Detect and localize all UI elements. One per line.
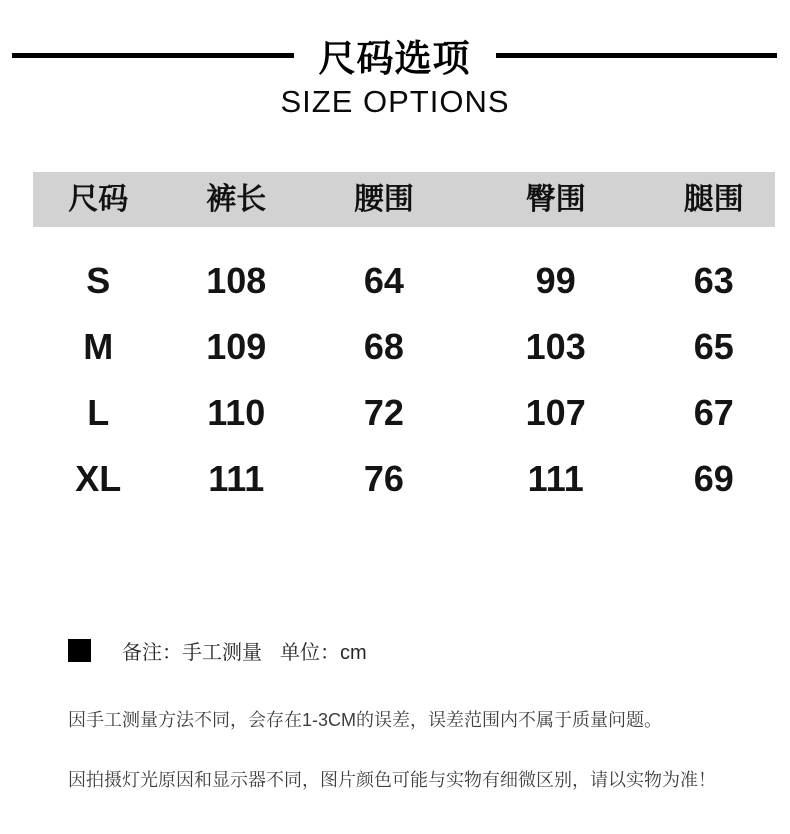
remark-label: 备注：手工测量 <box>122 642 262 664</box>
color-disclaimer: 因拍摄灯光原因和显示器不同，图片颜色可能与实物有细微区别，请以实物为准！ <box>68 770 716 790</box>
length-value: 110 <box>207 392 266 433</box>
hip-value: 99 <box>535 260 576 301</box>
thigh-value: 69 <box>693 458 734 499</box>
thigh-value: 63 <box>693 260 734 301</box>
hip-value: 111 <box>527 458 584 499</box>
size-label: M <box>83 326 114 367</box>
size-label: S <box>86 260 111 301</box>
title-rule-right <box>496 53 778 58</box>
table-body <box>33 248 775 512</box>
column-header-waist: 腰围 <box>353 182 414 216</box>
table-row-s <box>33 248 775 314</box>
waist-value: 64 <box>363 260 404 301</box>
size-table <box>33 172 775 512</box>
thigh-value: 65 <box>693 326 734 367</box>
table-header-row <box>33 172 775 227</box>
table-row-l <box>33 380 775 446</box>
length-value: 108 <box>206 260 267 301</box>
waist-value: 76 <box>363 458 404 499</box>
column-header-thigh: 腿围 <box>683 182 744 216</box>
page-title: 尺码选项 <box>318 38 471 79</box>
waist-value: 68 <box>363 326 404 367</box>
size-label: XL <box>75 458 122 499</box>
table-row-m <box>33 314 775 380</box>
column-header-size: 尺码 <box>68 182 129 216</box>
column-header-hip: 臀围 <box>525 182 586 216</box>
page-subtitle: SIZE OPTIONS <box>280 84 510 119</box>
table-row-xl <box>33 446 775 512</box>
size-label: L <box>87 392 110 433</box>
measurement-disclaimer: 因手工测量方法不同，会存在1-3CM的误差，误差范围内不属于质量问题。 <box>68 710 663 730</box>
unit-label: 单位：cm <box>280 642 367 664</box>
title-row <box>12 30 777 80</box>
column-header-length: 裤长 <box>206 182 267 216</box>
length-value: 111 <box>208 458 265 499</box>
hip-value: 103 <box>525 326 586 367</box>
title-rule-left <box>12 53 294 58</box>
remark-row <box>68 636 367 665</box>
waist-value: 72 <box>363 392 404 433</box>
hip-value: 107 <box>525 392 586 433</box>
square-bullet-icon <box>68 639 91 662</box>
thigh-value: 67 <box>693 392 734 433</box>
length-value: 109 <box>206 326 267 367</box>
